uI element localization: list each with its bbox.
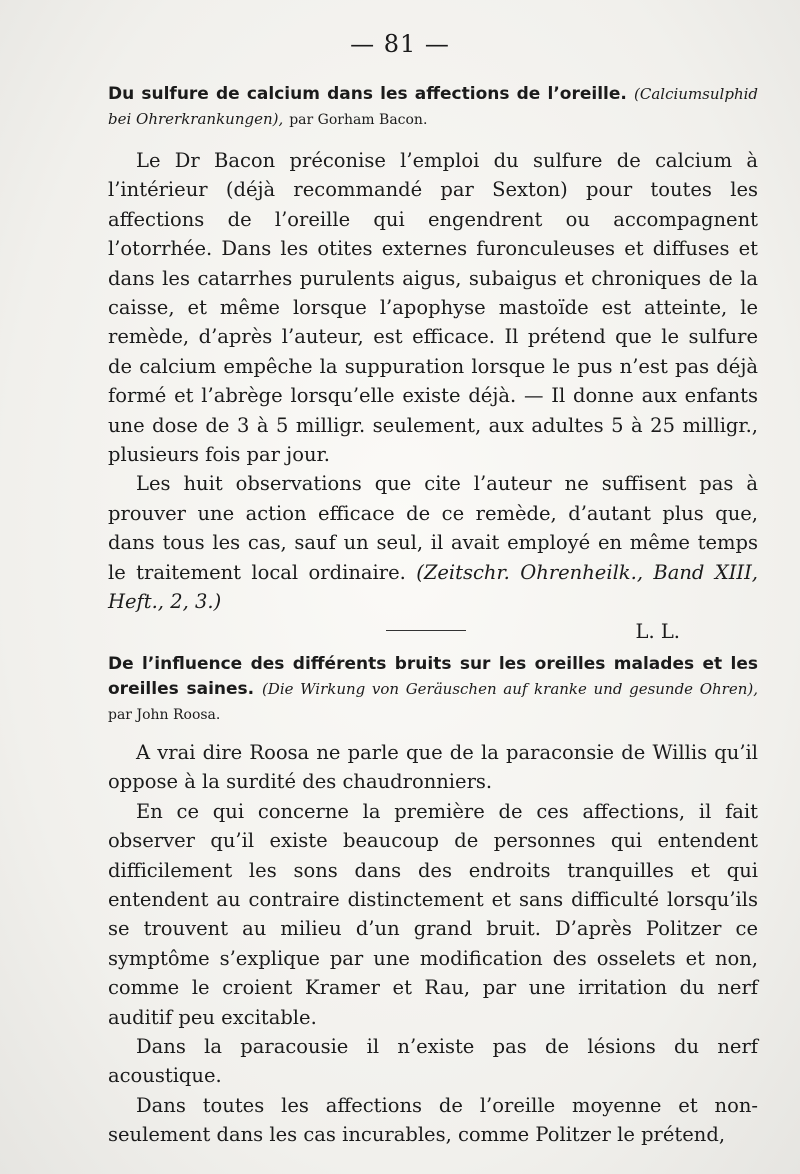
- article-1-author: par Gorham Bacon.: [289, 112, 428, 128]
- article-2-paragraph-2: En ce qui concerne la première de ces affections, il fait observer qu’il existe beaucoup de personnes qui entendent difficilement les sons dans des endroits tranquilles et qui entendent au contraire distinctement et sans difficulté lorsqu’ils se trouvent au milieu d’un grand bruit. D’après Politzer ce symptôme s’explique par une modification des osselets et non, comme le croient Kramer et Rau, par une irritation du nerf auditif peu excitable.: [108, 799, 758, 1029]
- article-1: [108, 82, 758, 133]
- article-2-german-title: (Die Wirkung von Geräuschen auf kranke und gesunde Ohren),: [261, 680, 758, 698]
- article-2-paragraph-3: Dans la paracousie il n’existe pas de lésions du nerf acoustique.: [108, 1035, 758, 1088]
- article-2-author: par John Roosa.: [108, 707, 221, 723]
- article-1-body: [108, 146, 758, 646]
- article-2: [108, 652, 758, 728]
- article-1-paragraph-1: Le Dr Bacon préconise l’emploi du sulfure de calcium à l’intérieur (déjà recommandé par Sexton) pour toutes les affections de l’oreille qui engendrent ou accompagnent l’otorrhée. Dans les otites externes furonculeuses et diffuses et dans les catarrhes purulents aigus, subaigus et chroniques de la caisse, et même lorsque l’apophyse mastoïde est atteinte, le remède, d’après l’auteur, est efficace. Il prétend que le sulfure de calcium empêche la suppuration lorsque le pus n’est pas déjà formé et l’abrège lorsqu’elle existe déjà. — Il donne aux enfants une dose de 3 à 5 milligr. seulement, aux adultes 5 à 25 milligr., plusieurs fois par jour.: [108, 149, 758, 467]
- article-1-title: Du sulfure de calcium dans les affections de l’oreille.: [108, 84, 627, 104]
- article-1-german-title: (Calciumsulphid bei Ohrerkrankungen),: [108, 85, 759, 128]
- article-2-title: De l’influence des différents bruits sur les oreilles malades et les oreilles saines.: [108, 654, 758, 699]
- article-2-paragraph-4: Dans toutes les affections de l’oreille moyenne et non-seulement dans les cas incurables, comme Politzer le prétend,: [108, 1093, 758, 1147]
- article-1-paragraph-2-text: Les huit observations que cite l’auteur ne suffisent pas à prouver une action efficace de ce remède, d’autant plus que, dans tous les cas, sauf un seul, il avait employé en même temps le traitement local ordinaire.: [108, 472, 758, 584]
- article-1-paragraph-2: [108, 469, 758, 616]
- article-1-citation: (Zeitschr. Ohrenheilk., Band XIII, Heft., 2, 3.): [108, 560, 759, 614]
- section-divider: [386, 630, 466, 631]
- article-1-signature: L. L.: [635, 619, 680, 643]
- article-2-paragraph-1: A vrai dire Roosa ne parle que de la paraconsie de Willis qu’il oppose à la surdité des chaudronniers.: [108, 741, 758, 794]
- article-2-body: [108, 738, 758, 1150]
- article-1-heading: [108, 82, 758, 133]
- page-number: — 81 —: [350, 30, 450, 58]
- article-2-heading: [108, 652, 758, 728]
